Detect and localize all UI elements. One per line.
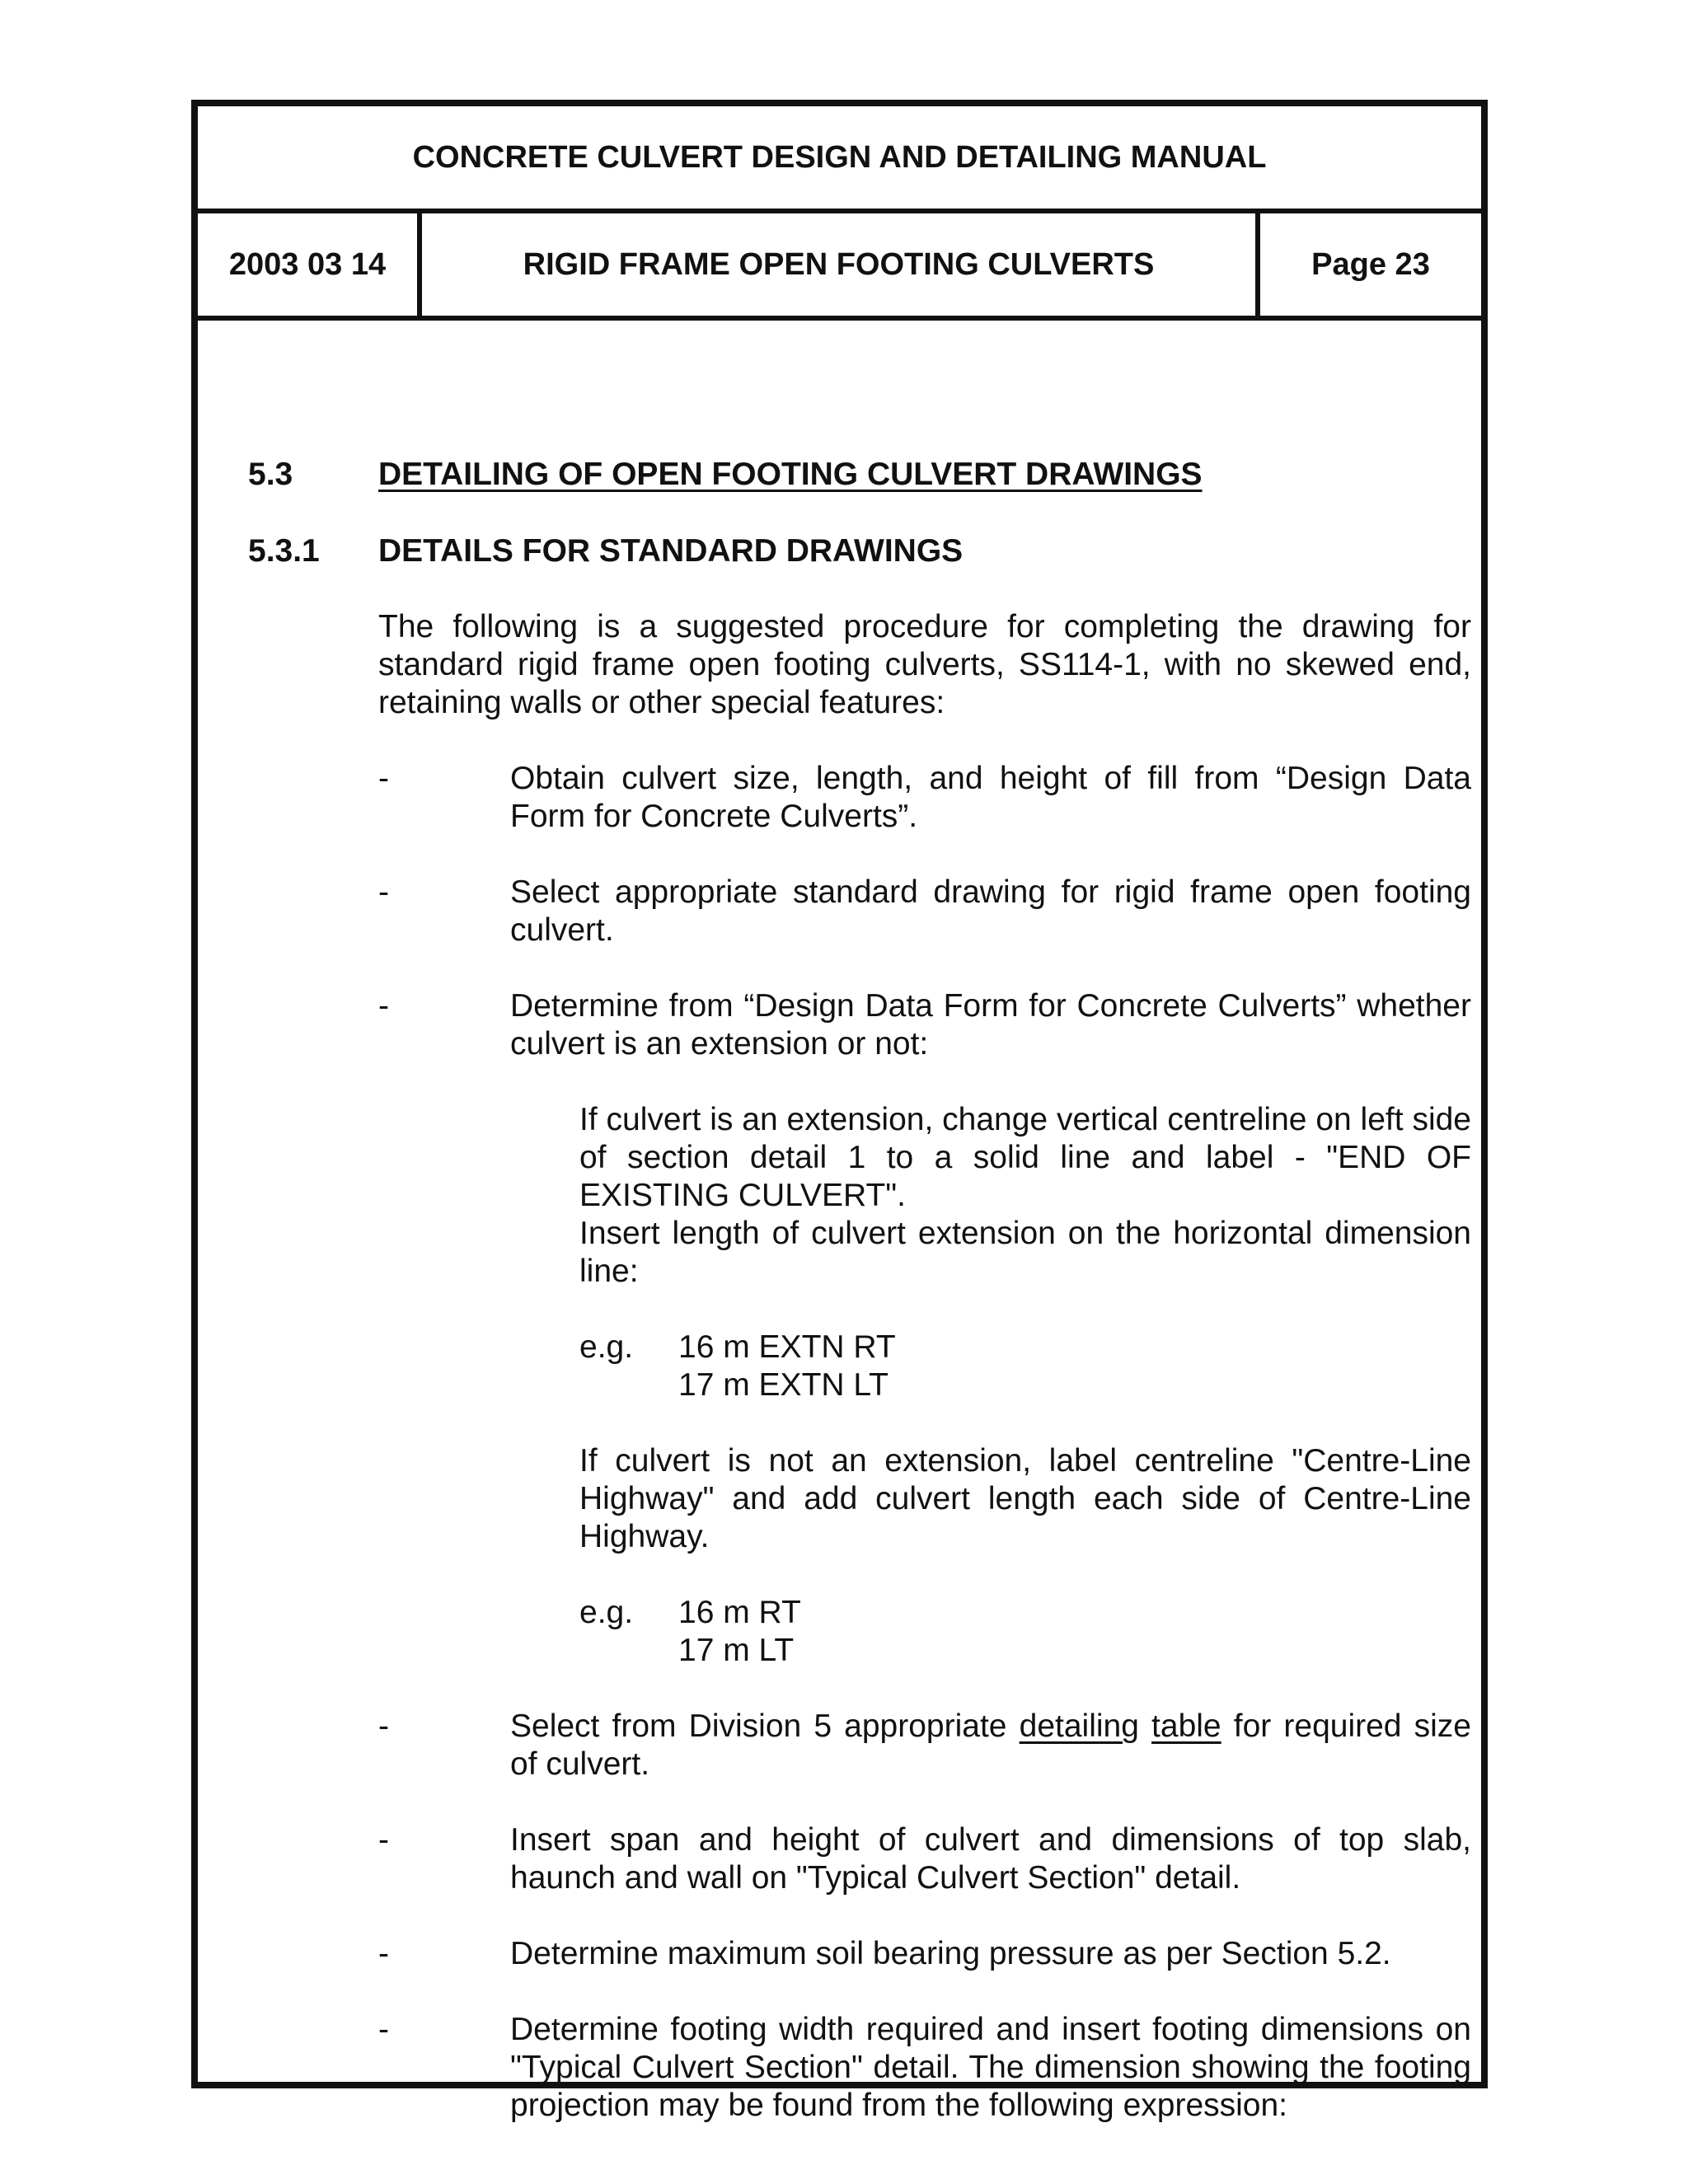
manual-title	[198, 106, 1481, 213]
example-line: 16 m EXTN RT	[678, 1329, 896, 1365]
bullet-footing-width: Determine footing width required and insert footing dimensions on "Typical Culvert Section" detail. The dimension showing the footing projection may be found from the following expression:	[510, 2012, 1471, 2123]
table-underlined: table	[1151, 1708, 1221, 1744]
intro-paragraph: The following is a suggested procedure for completing the drawing for standard rigid frame open footing culverts, SS114-1, with no skewed end, retaining walls or other special features:	[378, 609, 1471, 720]
bullet-marker: -	[378, 988, 389, 1024]
bullet-marker: -	[378, 761, 389, 796]
bullet-select-detailing-table	[510, 1708, 1471, 1783]
header-chapter-text: RIGID FRAME OPEN FOOTING CULVERTS	[523, 246, 1155, 282]
bullet-insert-span: Insert span and height of culvert and dimensions of top slab, haunch and wall on "Typical Culvert Section" detail.	[510, 1822, 1471, 1896]
non-extension-paragraph: If culvert is not an extension, label centreline "Centre-Line Highway" and add culvert length each side of Centre-Line Highway.	[579, 1443, 1471, 1554]
extension-paragraph: If culvert is an extension, change vertical centreline on left side of section detail 1 to a solid line and label - "END OF EXISTING CULVERT".	[579, 1102, 1471, 1213]
detailing-underlined: detailing	[1019, 1708, 1139, 1744]
bullet-marker: -	[378, 1822, 389, 1858]
section-title: DETAILING OF OPEN FOOTING CULVERT DRAWINGS	[378, 457, 1203, 492]
example-line: 17 m EXTN LT	[678, 1367, 889, 1403]
bullet-marker: -	[378, 874, 389, 910]
header-date-text: 2003 03 14	[228, 246, 387, 282]
header-chapter-title	[422, 213, 1260, 316]
bullet-marker: -	[378, 2012, 389, 2047]
manual-title-text: CONCRETE CULVERT DESIGN AND DETAILING MANUAL	[412, 139, 1267, 175]
bullet4-text-before: Select from Division 5 appropriate	[510, 1708, 1020, 1744]
bullet-soil-pressure: Determine maximum soil bearing pressure as per Section 5.2.	[510, 1936, 1391, 1971]
bullet4-space	[1139, 1708, 1151, 1744]
header-page-text: Page 23	[1311, 246, 1430, 282]
example-line: 16 m RT	[678, 1595, 801, 1630]
example-label: e.g.	[579, 1595, 634, 1630]
bullet-select-drawing: Select appropriate standard drawing for rigid frame open footing culvert.	[510, 874, 1471, 948]
header-page-number	[1260, 213, 1481, 316]
page-content	[198, 321, 1481, 2123]
extension-dimension-paragraph: Insert length of culvert extension on the horizontal dimension line:	[579, 1216, 1471, 1289]
subsection-number: 5.3.1	[248, 533, 320, 569]
bullet-determine-extension: Determine from “Design Data Form for Concrete Culverts” whether culvert is an extension or not:	[510, 988, 1471, 1062]
bullet4-text-after: for required size of culvert.	[510, 1708, 1471, 1782]
header-info-row	[198, 213, 1481, 321]
page-frame	[191, 100, 1488, 2123]
bullet-marker: -	[378, 1936, 389, 1971]
bullet-obtain-size: Obtain culvert size, length, and height of fill from “Design Data Form for Concrete Culverts”.	[510, 761, 1471, 834]
section-number: 5.3	[248, 457, 293, 492]
subsection-title: DETAILS FOR STANDARD DRAWINGS	[378, 533, 964, 569]
example-label: e.g.	[579, 1329, 634, 1365]
bullet-marker: -	[378, 1708, 389, 1744]
header-date	[198, 213, 422, 316]
example-line: 17 m LT	[678, 1633, 795, 1668]
